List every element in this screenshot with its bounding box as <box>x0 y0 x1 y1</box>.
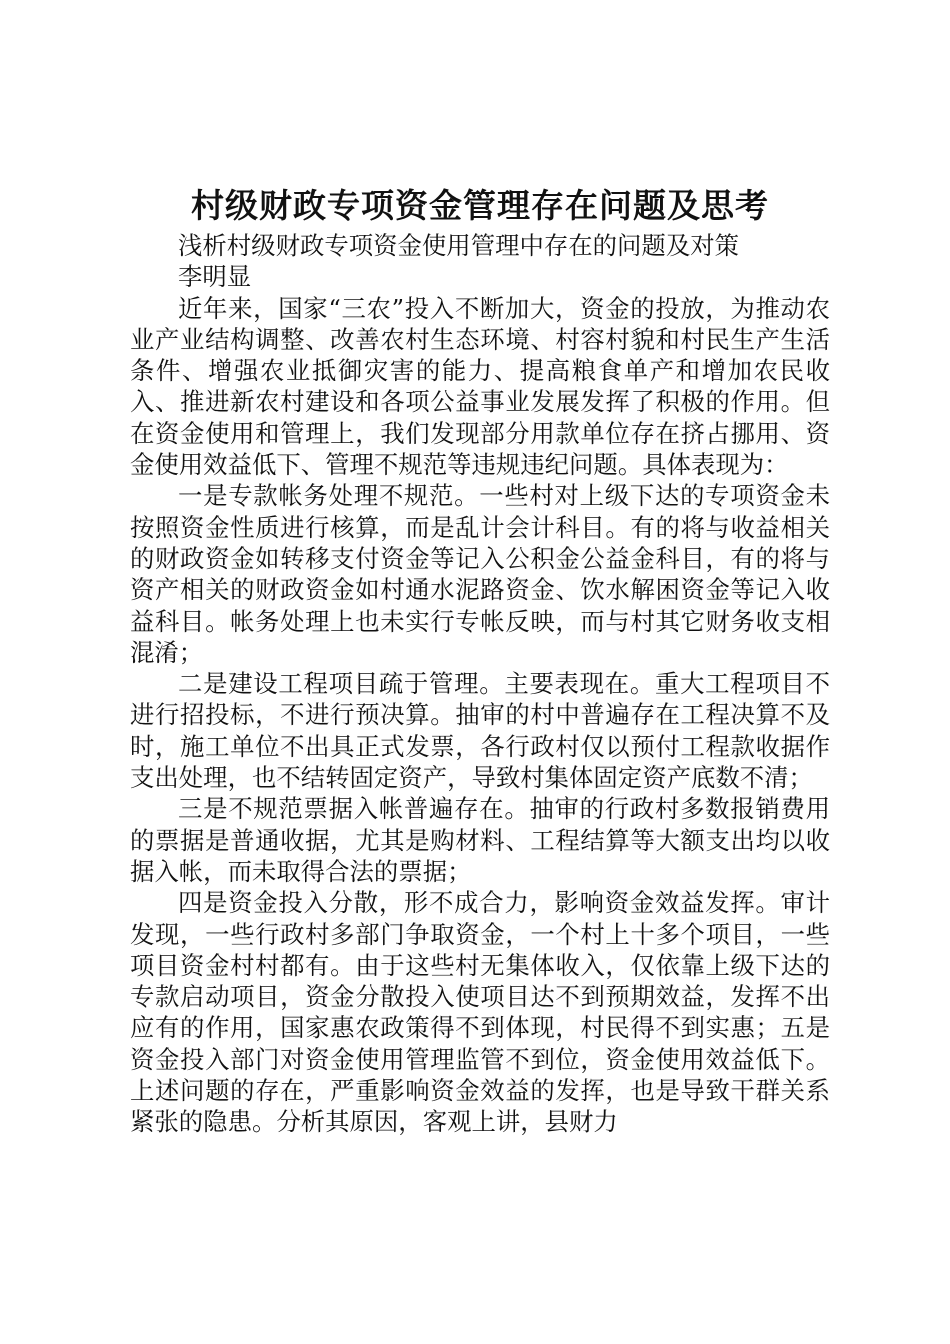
paragraph-issue-2: 二是建设工程项目疏于管理。主要表现在。重大工程项目不进行招投标，不进行预决算。抽审的村中普遍存在工程决算不及时，施工单位不出具正式发票，各行政村仅以预付工程款收据作支出处理，也不结转固定资产，导致村集体固定资产底数不清； <box>130 669 830 793</box>
document-title: 村级财政专项资金管理存在问题及思考 <box>191 186 769 225</box>
paragraph-issue-4: 四是资金投入分散，形不成合力，影响资金效益发挥。审计发现，一些行政村多部门争取资金，一个村上十多个项目，一些项目资金村村都有。由于这些村无集体收入，仅依靠上级下达的专款启动项目，资金分散投入使项目达不到预期效益，发挥不出应有的作用，国家惠农政策得不到体现，村民得不到实惠；五是资金投入部门对资金使用管理监管不到位，资金使用效益低下。上述问题的存在，严重影响资金效益的发挥，也是导致干群关系紧张的隐患。分析其原因，客观上讲，县财力 <box>130 888 830 1137</box>
paragraph-issue-3: 三是不规范票据入帐普遍存在。抽审的行政村多数报销费用的票据是普通收据，尤其是购材料、工程结算等大额支出均以收据入帐，而未取得合法的票据； <box>130 794 830 886</box>
paragraph-issue-1: 一是专款帐务处理不规范。一些村对上级下达的专项资金未按照资金性质进行核算，而是乱计会计科目。有的将与收益相关的财政资金如转移支付资金等记入公积金公益金科目，有的将与资产相关的财政资金如村通水泥路资金、饮水解困资金等记入收益科目。帐务处理上也未实行专帐反映，而与村其它财务收支相混淆； <box>130 481 830 667</box>
paragraph-intro: 近年来，国家“三农”投入不断加大，资金的投放，为推动农业产业结构调整、改善农村生态环境、村容村貌和村民生产生活条件、增强农业抵御灾害的能力、提高粮食单产和增加农民收入、推进新农村建设和各项公益事业发展发挥了积极的作用。但在资金使用和管理上，我们发现部分用款单位存在挤占挪用、资金使用效益低下、管理不规范等违规违纪问题。具体表现为： <box>130 293 830 480</box>
document-body <box>130 182 830 1138</box>
document-author: 李明显 <box>178 262 252 292</box>
document-subtitle: 浅析村级财政专项资金使用管理中存在的问题及对策 <box>178 231 739 260</box>
